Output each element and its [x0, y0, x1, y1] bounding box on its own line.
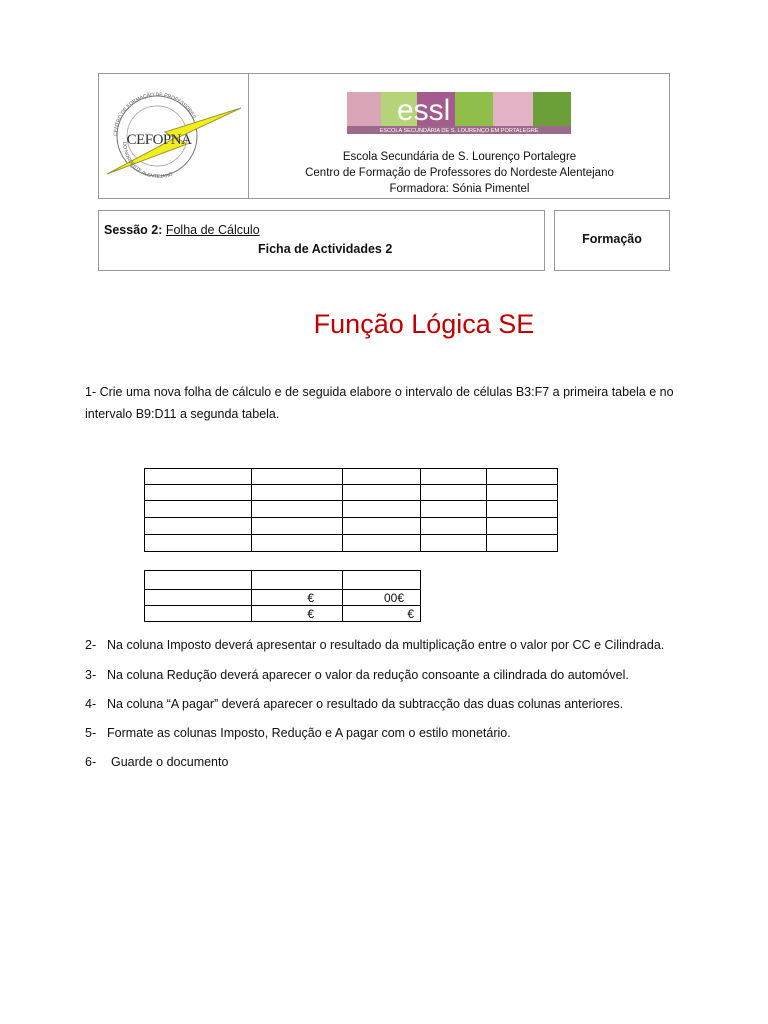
school-name: Escola Secundária de S. Lourenço Portalegre: [342, 151, 577, 163]
table-row: [145, 535, 558, 552]
list-item: 3- Na coluna Redução deverá aparecer o valor da redução consoante a cilindrada do automóvel.: [85, 668, 629, 682]
worksheet-title: Ficha de Actividades 2: [258, 242, 393, 256]
currency-cell: €: [252, 606, 343, 622]
list-item: 2- Na coluna Imposto deverá apresentar o resultado da multiplicação entre o valor por CC e Cilindrada.: [85, 638, 665, 652]
page-title: Função Lógica SE: [313, 309, 535, 339]
formacao-label: Formação: [582, 232, 642, 246]
session-box: [98, 210, 545, 271]
training-centre: Centro de Formação de Professores do Nordeste Alentejano: [305, 167, 614, 179]
table-row: [145, 606, 421, 622]
currency-cell: 00€: [343, 590, 421, 606]
list-item: 6- Guarde o documento: [85, 755, 229, 769]
trainer-name: Formadora: Sónia Pimentel: [389, 183, 530, 195]
cefopna-logo-icon: [103, 86, 245, 186]
cefopna-ring-bottom: DO NORDESTE ALENTEJANO: [120, 141, 174, 181]
table-row: [145, 571, 421, 590]
table-1: [144, 468, 558, 552]
table-row: [145, 485, 558, 501]
essl-logo-subtitle: ESCOLA SECUNDÁRIA DE S. LOURENÇO EM PORTALEGRE: [379, 128, 539, 134]
session-heading: [104, 223, 260, 237]
table-row: [145, 518, 558, 535]
cefopna-logo-text: CEFOPNA: [126, 132, 192, 148]
cefopna-ring-top: CENTRO DE FORMAÇÃO DE PROFESSORES: [112, 91, 197, 137]
list-item: 5- Formate as colunas Imposto, Redução e A pagar com o estilo monetário.: [85, 726, 511, 740]
table-row: [145, 469, 558, 485]
table-row: [145, 501, 558, 518]
table-2: [144, 570, 421, 622]
essl-logo-text: essl: [397, 94, 451, 127]
session-topic: Folha de Cálculo: [165, 223, 260, 237]
essl-logo-icon: [347, 92, 571, 134]
currency-cell: €: [343, 606, 421, 622]
currency-cell: €: [252, 590, 343, 606]
list-item: 4- Na coluna “A pagar” deverá aparecer o resultado da subtracção das duas colunas anteriores.: [85, 697, 624, 711]
table-row: [145, 590, 421, 606]
header-divider: [248, 73, 249, 199]
session-label: Sessão 2:: [104, 223, 166, 237]
intro-instruction: 1- Crie uma nova folha de cálculo e de seguida elabore o intervalo de células B3:F7 a primeira tabela e no intervalo B9:D11 a segunda tabela.: [85, 385, 674, 421]
